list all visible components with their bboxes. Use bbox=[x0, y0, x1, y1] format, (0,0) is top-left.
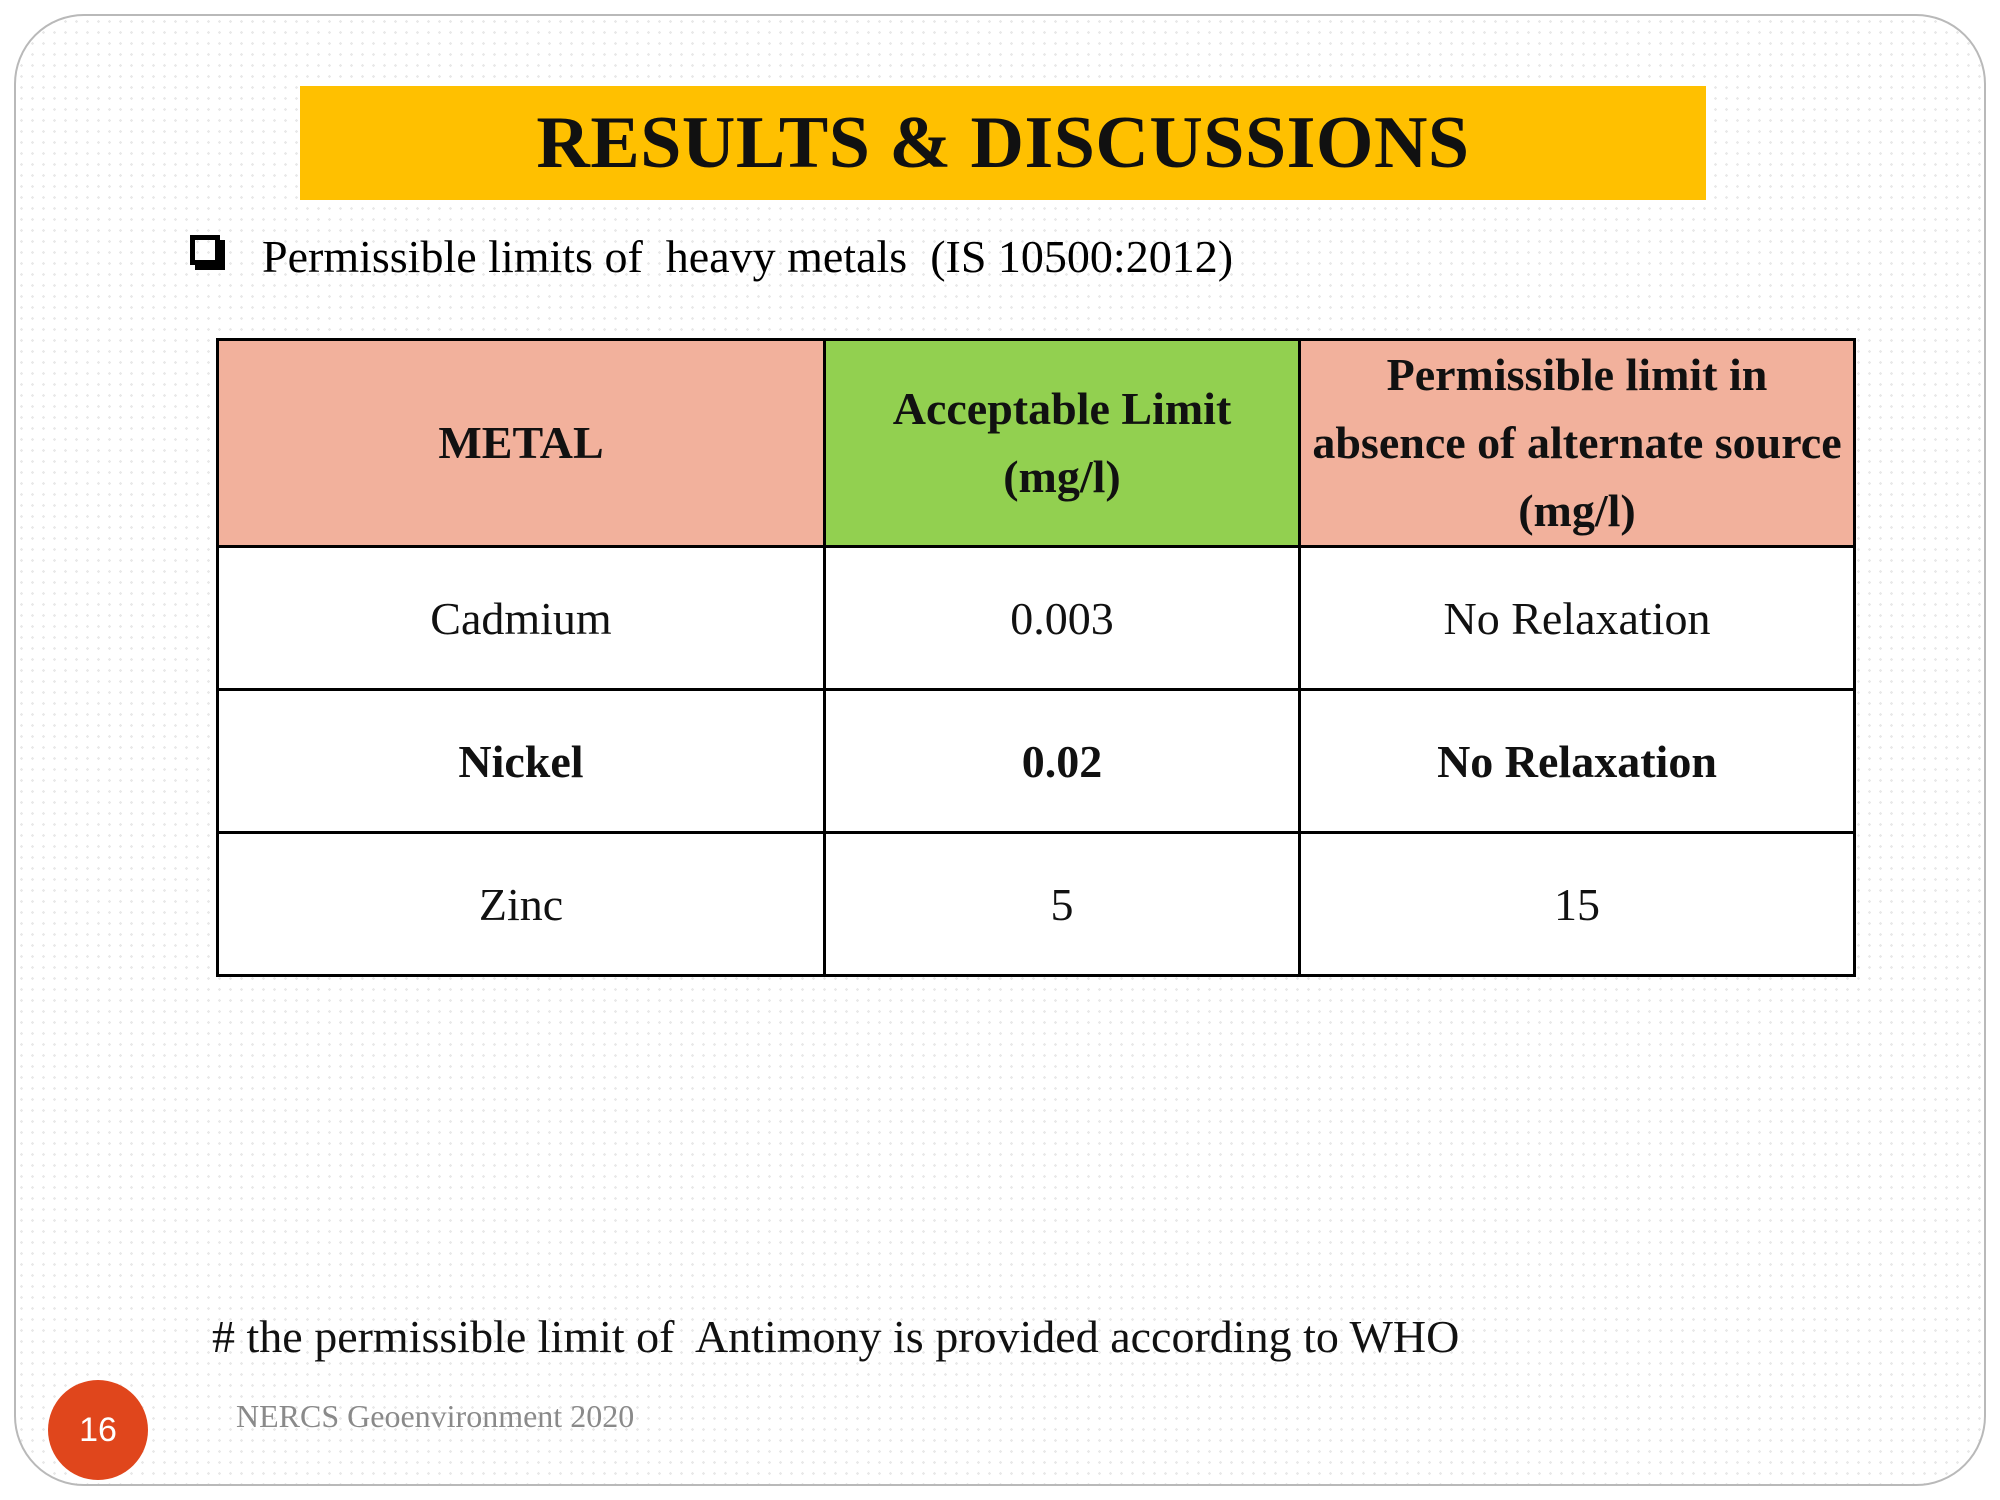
page-number-badge bbox=[48, 1380, 148, 1480]
cell-permissible: No Relaxation bbox=[1300, 690, 1855, 833]
table-row bbox=[218, 833, 1855, 976]
heavy-metal-limits-table bbox=[216, 338, 1856, 977]
cell-acceptable: 0.003 bbox=[825, 547, 1300, 690]
slide-title: RESULTS & DISCUSSIONS bbox=[536, 101, 1470, 184]
header-metal: METAL bbox=[218, 340, 825, 547]
cell-metal: Nickel bbox=[218, 690, 825, 833]
header-acceptable-limit: Acceptable Limit (mg/l) bbox=[825, 340, 1300, 547]
header-permissible-limit: Permissible limit in absence of alternate source (mg/l) bbox=[1300, 340, 1855, 547]
title-banner bbox=[300, 86, 1706, 200]
table-row bbox=[218, 690, 1855, 833]
cell-permissible: No Relaxation bbox=[1300, 547, 1855, 690]
footnote: # the permissible limit of Antimony is provided according to WHO bbox=[212, 1311, 1460, 1362]
cell-acceptable: 0.02 bbox=[825, 690, 1300, 833]
slide-frame bbox=[14, 14, 1986, 1486]
cell-metal: Cadmium bbox=[218, 547, 825, 690]
cell-acceptable: 5 bbox=[825, 833, 1300, 976]
cell-permissible: 15 bbox=[1300, 833, 1855, 976]
table-row bbox=[218, 547, 1855, 690]
bullet-text: Permissible limits of heavy metals (IS 10500:2012) bbox=[262, 230, 1234, 282]
page-number: 16 bbox=[79, 1410, 117, 1449]
table-header-row bbox=[218, 340, 1855, 547]
cell-metal: Zinc bbox=[218, 833, 825, 976]
footer-text: NERCS Geoenvironment 2020 bbox=[236, 1398, 635, 1434]
checkbox-icon bbox=[190, 235, 220, 265]
bullet-item bbox=[190, 226, 1233, 286]
